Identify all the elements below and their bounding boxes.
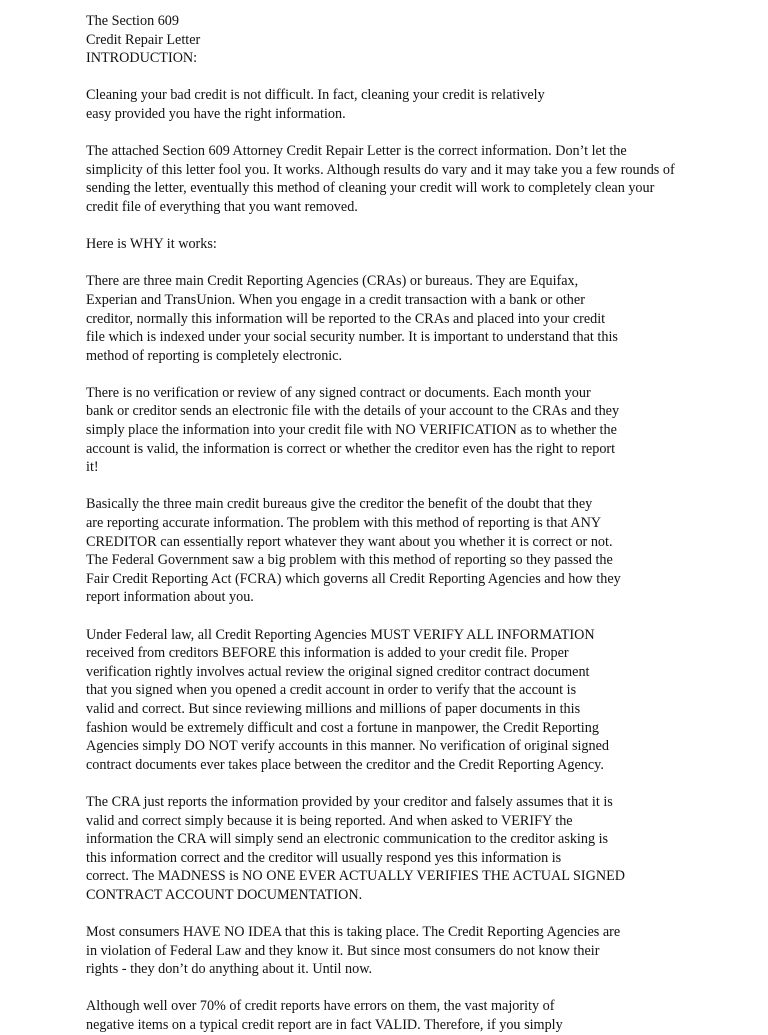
text-line: rights - they don’t do anything about it. Until now. (86, 961, 373, 978)
text-line: simplicity of this letter fool you. It works. Although results do vary and it may take you a few rounds of (86, 161, 675, 178)
text-line: method of reporting is completely electronic. (86, 347, 343, 364)
text-line: Cleaning your bad credit is not difficult. In fact, cleaning your credit is relatively (86, 87, 545, 104)
spacer (86, 979, 728, 998)
text-line: CONTRACT ACCOUNT DOCUMENTATION. (86, 886, 363, 903)
text-line: Basically the three main credit bureaus give the creditor the benefit of the doubt that they (86, 496, 593, 513)
spacer (86, 217, 728, 236)
text-line: credit file of everything that you want removed. (86, 198, 358, 215)
text-line: simply place the information into your credit file with NO VERIFICATION as to whether the (86, 422, 617, 439)
spacer (86, 774, 728, 793)
heading-line-title: Credit Repair Letter (86, 31, 201, 48)
text-line: negative items on a typical credit report are in fact VALID. Therefore, if you simply (86, 1017, 563, 1034)
paragraph-9 (86, 923, 728, 979)
text-line: creditor, normally this information will be reported to the CRAs and placed into your credit (86, 310, 606, 327)
spacer (86, 254, 728, 273)
text-line: in violation of Federal Law and they know it. But since most consumers do not know their (86, 942, 600, 959)
text-line: fashion would be extremely difficult and cost a fortune in manpower, the Credit Reporting (86, 719, 599, 736)
text-line: verification rightly involves actual review the original signed creditor contract document (86, 663, 590, 680)
text-line: Here is WHY it works: (86, 236, 217, 253)
text-line: easy provided you have the right information. (86, 105, 346, 122)
spacer (86, 477, 728, 496)
text-line: bank or creditor sends an electronic file with the details of your account to the CRAs and they (86, 403, 620, 420)
text-line: this information correct and the creditor will usually respond yes this information is (86, 849, 562, 866)
text-line: contract documents ever takes place between the creditor and the Credit Reporting Agency. (86, 756, 604, 773)
text-line: file which is indexed under your social security number. It is important to understand that this (86, 329, 618, 346)
text-line: it! (86, 459, 99, 476)
heading-line-section: The Section 609 (86, 13, 179, 29)
text-line: Experian and TransUnion. When you engage in a credit transaction with a bank or other (86, 291, 585, 308)
text-line: valid and correct. But since reviewing millions and millions of paper documents in this (86, 700, 581, 717)
spacer (86, 607, 728, 626)
paragraph-4 (86, 272, 728, 365)
spacer (86, 365, 728, 384)
text-line: information the CRA will simply send an electronic communication to the creditor asking is (86, 831, 609, 848)
text-line: Agencies simply DO NOT verify accounts in this manner. No verification of original signed (86, 738, 609, 755)
text-line: CREDITOR can essentially report whatever they want about you whether it is correct or not. (86, 533, 613, 550)
text-line: The Federal Government saw a big problem with this method of reporting so they passed the (86, 552, 613, 569)
spacer (86, 124, 728, 143)
spacer (86, 905, 728, 924)
text-line: There are three main Credit Reporting Agencies (CRAs) or bureaus. They are Equifax, (86, 273, 579, 290)
text-line: received from creditors BEFORE this information is added to your credit file. Proper (86, 645, 569, 662)
text-line: Fair Credit Reporting Act (FCRA) which governs all Credit Reporting Agencies and how they (86, 570, 621, 587)
text-line: are reporting accurate information. The problem with this method of reporting is that ANY (86, 515, 602, 532)
text-line: valid and correct simply because it is being reported. And when asked to VERIFY the (86, 812, 573, 829)
paragraph-5 (86, 384, 728, 477)
letter-heading (86, 12, 728, 68)
paragraph-6 (86, 495, 728, 607)
text-line: There is no verification or review of any signed contract or documents. Each month your (86, 384, 591, 401)
text-line: correct. The MADNESS is NO ONE EVER ACTUALLY VERIFIES THE ACTUAL SIGNED (86, 868, 625, 885)
paragraph-3 (86, 235, 728, 254)
text-line: The attached Section 609 Attorney Credit Repair Letter is the correct information. Don’t let the (86, 143, 627, 160)
heading-line-introduction: INTRODUCTION: (86, 50, 198, 67)
text-line: sending the letter, eventually this method of cleaning your credit will work to completely clean your (86, 180, 655, 197)
paragraph-2 (86, 142, 728, 216)
paragraph-10 (86, 997, 728, 1034)
text-line: report information about you. (86, 589, 254, 606)
paragraph-1 (86, 86, 728, 123)
paragraph-7 (86, 626, 728, 775)
text-line: account is valid, the information is correct or whether the creditor even has the right to report (86, 440, 616, 457)
spacer (86, 68, 728, 87)
text-line: Most consumers HAVE NO IDEA that this is taking place. The Credit Reporting Agencies are (86, 924, 621, 941)
text-line: that you signed when you opened a credit account in order to verify that the account is (86, 682, 577, 699)
text-line: Although well over 70% of credit reports have errors on them, the vast majority of (86, 998, 555, 1015)
text-line: The CRA just reports the information provided by your creditor and falsely assumes that it is (86, 793, 613, 810)
text-line: Under Federal law, all Credit Reporting Agencies MUST VERIFY ALL INFORMATION (86, 626, 595, 643)
paragraph-8 (86, 793, 728, 905)
